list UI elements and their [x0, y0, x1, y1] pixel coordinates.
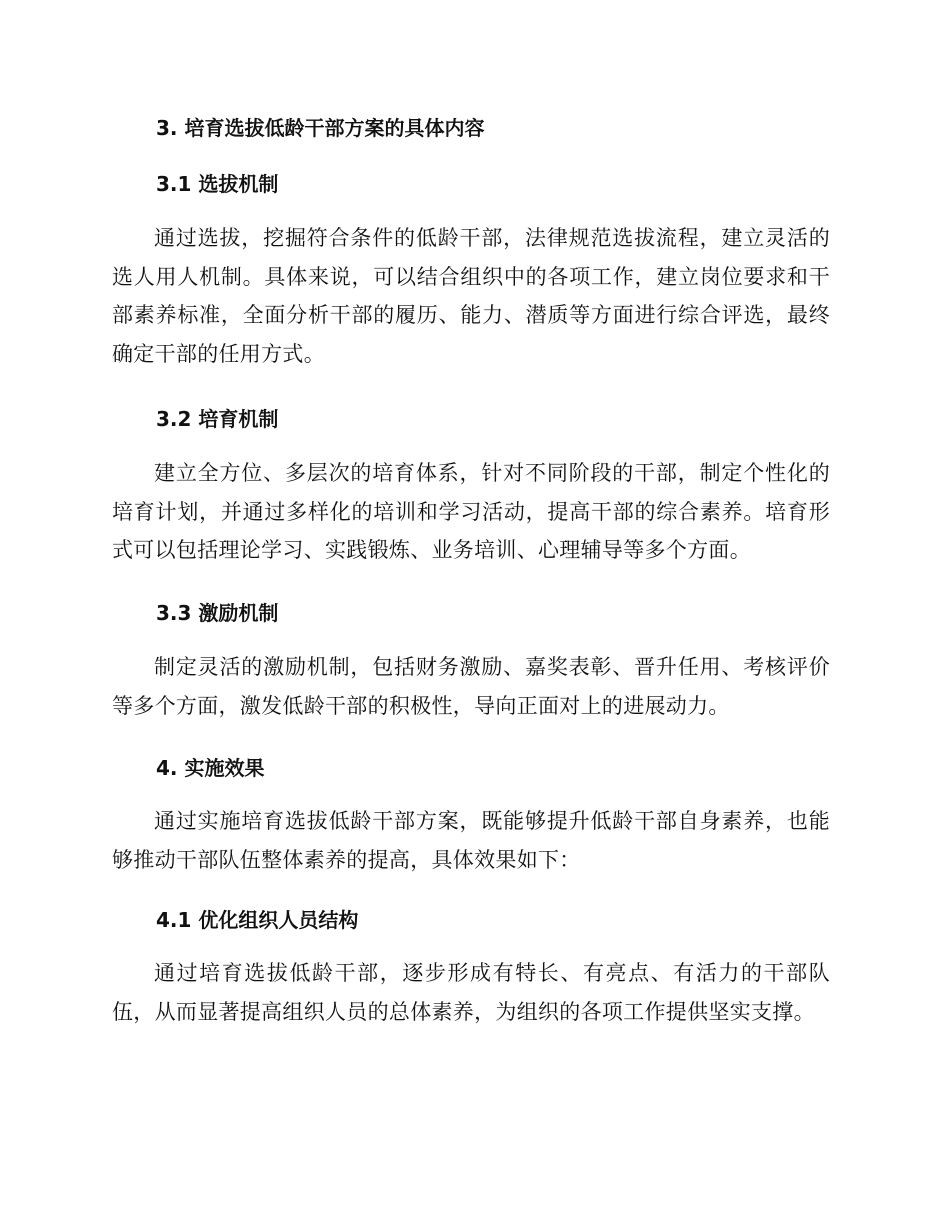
section-heading-3: 3. 培育选拔低龄干部方案的具体内容 [156, 116, 485, 140]
paragraph-4: 通过实施培育选拔低龄干部方案，既能够提升低龄干部自身素养，也能够推动干部队伍整体素养的提高，具体效果如下： [112, 809, 830, 872]
section-heading-4: 4. 实施效果 [156, 756, 265, 780]
section-heading-3-1: 3.1 选拔机制 [156, 172, 279, 196]
paragraph-3-2: 建立全方位、多层次的培育体系，针对不同阶段的干部，制定个性化的培育计划，并通过多样化的培训和学习活动，提高干部的综合素养。培育形式可以包括理论学习、实践锻炼、业务培训、心理辅导等多个方面。 [112, 461, 830, 562]
paragraph-3-1: 通过选拔，挖掘符合条件的低龄干部，法律规范选拔流程，建立灵活的选人用人机制。具体来说，可以结合组织中的各项工作，建立岗位要求和干部素养标准，全面分析干部的履历、能力、潜质等方面进行综合评选，最终确定干部的任用方式。 [112, 226, 830, 366]
section-heading-4-1: 4.1 优化组织人员结构 [156, 908, 359, 932]
section-heading-3-3: 3.3 激励机制 [156, 601, 279, 625]
paragraph-3-3: 制定灵活的激励机制，包括财务激励、嘉奖表彰、晋升任用、考核评价等多个方面，激发低龄干部的积极性，导向正面对上的进展动力。 [112, 655, 830, 718]
paragraph-4-1: 通过培育选拔低龄干部，逐步形成有特长、有亮点、有活力的干部队伍，从而显著提高组织人员的总体素养，为组织的各项工作提供坚实支撑。 [112, 961, 830, 1024]
section-heading-3-2: 3.2 培育机制 [156, 407, 279, 431]
